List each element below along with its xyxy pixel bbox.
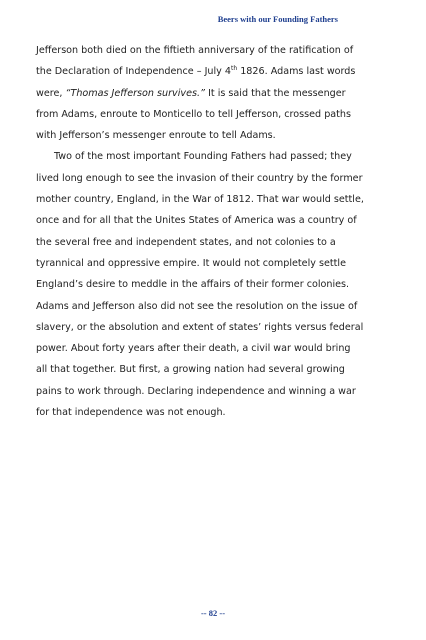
text-span: 1826. Adams last words <box>237 66 356 78</box>
paragraph-2 <box>36 146 364 423</box>
text-line: mother country, England, in the War of 1812. That war would settle, <box>36 194 364 206</box>
superscript: th <box>230 65 238 73</box>
text-line: for that independence was not enough. <box>36 407 226 419</box>
quote: “Thomas Jefferson survives.” <box>65 87 206 99</box>
text-line: with Jefferson’s messenger enroute to tell Adams. <box>36 130 276 142</box>
text-line: all that together. But first, a growing nation had several growing <box>36 364 345 376</box>
text-line: the several free and independent states, and not colonies to a <box>36 236 336 248</box>
text-line: tyrannical and oppressive empire. It would not completely settle <box>36 257 346 269</box>
text-span: were, <box>36 87 66 99</box>
text-line <box>36 83 361 104</box>
text-line <box>36 61 361 82</box>
text-span: the Declaration of Independence – July 4 <box>36 66 231 78</box>
text-line: pains to work through. Declaring independence and winning a war <box>36 385 356 397</box>
text-line: Two of the most important Founding Fathers had passed; they <box>54 151 352 163</box>
text-line: slavery, or the absolution and extent of states’ rights versus federal <box>36 321 364 333</box>
text-line: Adams and Jefferson also did not see the resolution on the issue of <box>36 300 358 312</box>
running-header: Beers with our Founding Fathers <box>217 14 338 24</box>
body-text <box>36 40 364 423</box>
page-number: -- 82 -- <box>200 608 226 618</box>
text-line: once and for all that the Unites States of America was a country of <box>36 215 357 227</box>
text-line: power. About forty years after their death, a civil war would bring <box>36 343 351 355</box>
text-line: England’s desire to meddle in the affairs of their former colonies. <box>36 279 350 291</box>
text-line: from Adams, enroute to Monticello to tell Jefferson, crossed paths <box>36 108 352 120</box>
paragraph-1 <box>36 40 361 146</box>
text-line: lived long enough to see the invasion of their country by the former <box>36 172 363 184</box>
text-line: Jefferson both died on the fiftieth anniversary of the ratification of <box>36 45 354 56</box>
text-span: It is said that the messenger <box>205 87 346 99</box>
